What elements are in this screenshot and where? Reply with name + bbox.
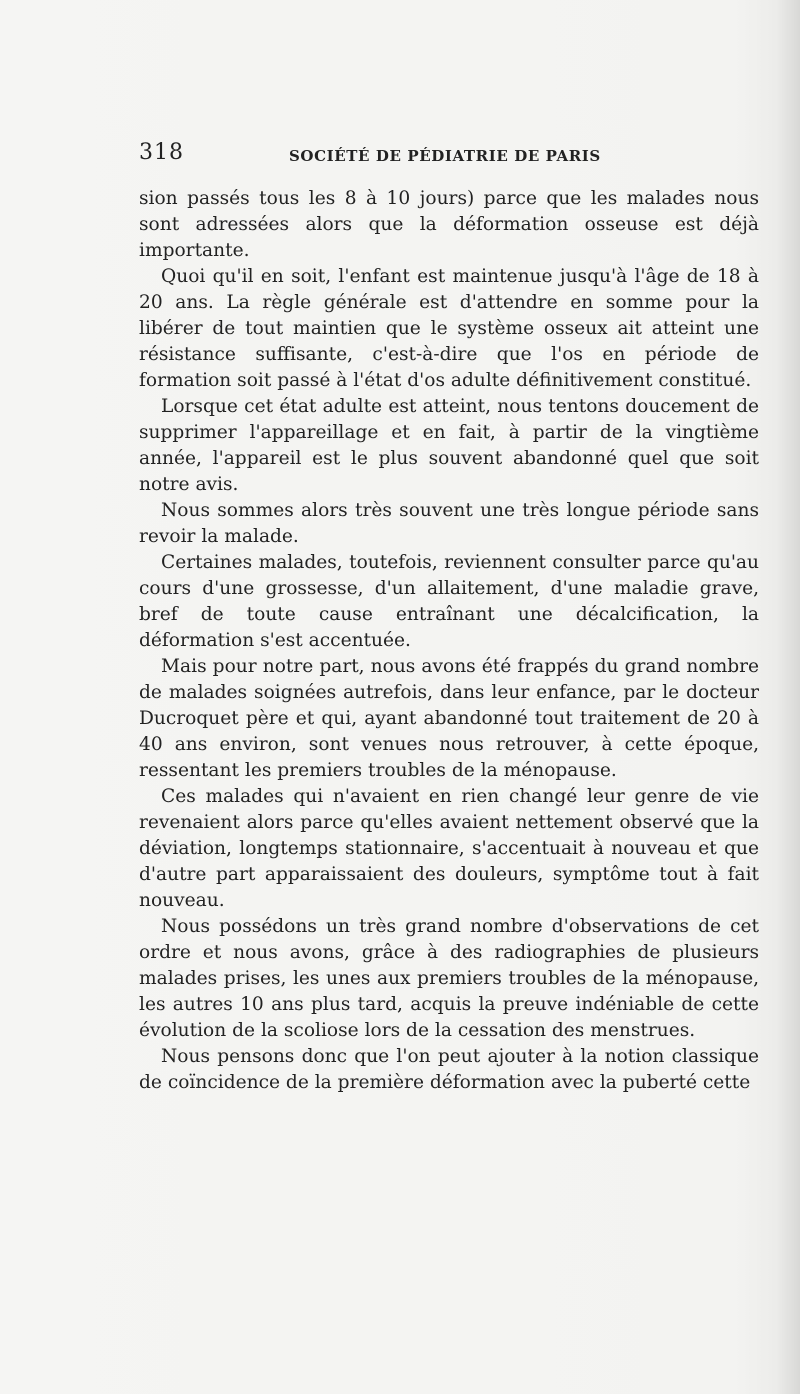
paragraph: sion passés tous les 8 à 10 jours) parce que les malades nous sont adressées alors que la déformation osseuse est déjà importante. <box>139 188 759 261</box>
body-text <box>139 186 759 1096</box>
running-title: SOCIÉTÉ DE PÉDIATRIE DE PARIS <box>289 147 601 165</box>
page-number: 318 <box>139 140 184 165</box>
paragraph: Certaines malades, toutefois, reviennent consulter parce qu'au cours d'une grossesse, d'un allaitement, d'une maladie grave, bref de toute cause entraînant une décalcification, la déformation s'est accentuée. <box>139 552 759 651</box>
paragraph: Ces malades qui n'avaient en rien changé leur genre de vie revenaient alors parce qu'elles avaient nettement observé que la déviation, longtemps stationnaire, s'accentuait à nouveau et que d'autre part apparaissaient des douleurs, symptôme tout à fait nouveau. <box>139 786 759 911</box>
paragraph: Quoi qu'il en soit, l'enfant est maintenue jusqu'à l'âge de 18 à 20 ans. La règle générale est d'attendre en somme pour la libérer de tout maintien que le système osseux ait atteint une résistance suffisante, c'est-à-dire que l'os en période de formation soit passé à l'état d'os adulte définitivement constitué. <box>139 266 759 391</box>
page-header <box>139 140 759 176</box>
paragraph: Nous possédons un très grand nombre d'observations de cet ordre et nous avons, grâce à des radiographies de plusieurs malades prises, les unes aux premiers troubles de la ménopause, les autres 10 ans plus tard, acquis la preuve indéniable de cette évolution de la scoliose lors de la cessation des menstrues. <box>139 916 759 1041</box>
paragraph: Nous pensons donc que l'on peut ajouter à la notion classique de coïncidence de la première déformation avec la puberté cette <box>139 1046 759 1093</box>
paragraph: Mais pour notre part, nous avons été frappés du grand nombre de malades soignées autrefois, dans leur enfance, par le docteur Ducroquet père et qui, ayant abandonné tout traitement de 20 à 40 ans environ, sont venues nous retrouver, à cette époque, ressentant les premiers troubles de la ménopause. <box>139 656 759 781</box>
paragraph: Lorsque cet état adulte est atteint, nous tentons doucement de supprimer l'appareillage et en fait, à partir de la vingtième année, l'appareil est le plus souvent abandonné quel que soit notre avis. <box>139 396 759 495</box>
paragraph: Nous sommes alors très souvent une très longue période sans revoir la malade. <box>139 500 759 547</box>
